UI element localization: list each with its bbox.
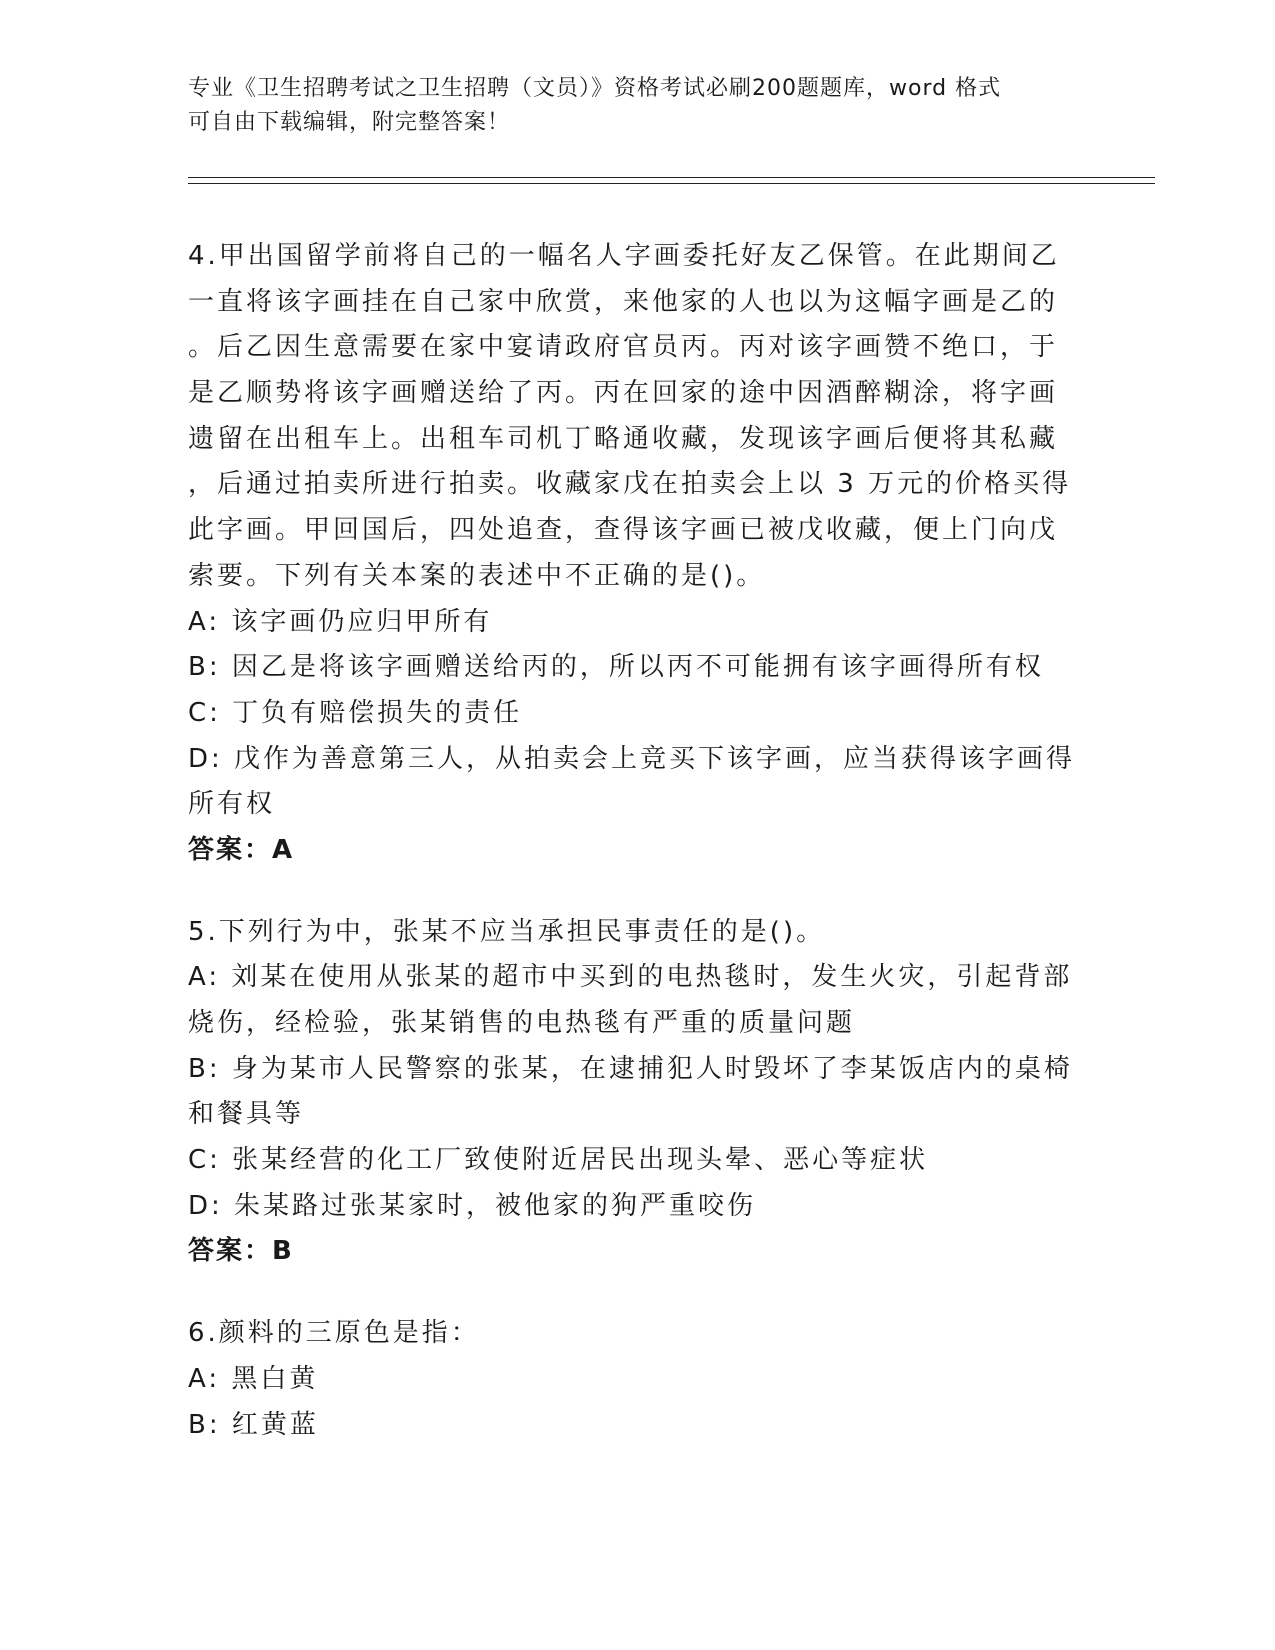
question-4: [188, 234, 1088, 874]
question-stem-line: 遗留在出租车上。出租车司机丁略通收藏，发现该字画后便将其私藏: [188, 423, 1059, 454]
option-d: D: 朱某路过张某家时，被他家的狗严重咬伤: [188, 1190, 757, 1221]
header-line-2: 可自由下载编辑，附完整答案！: [188, 110, 511, 135]
option-d-continued: 所有权: [188, 789, 276, 820]
option-b: B: 因乙是将该字画赠送给丙的，所以丙不可能拥有该字画得所有权: [188, 652, 1044, 683]
option-c: C: 丁负有赔偿损失的责任: [188, 697, 523, 728]
question-5: [188, 910, 1088, 1276]
option-a-continued: 烧伤，经检验，张某销售的电热毯有严重的质量问题: [188, 1008, 856, 1038]
question-stem-line: 一直将该字画挂在自己家中欣赏，来他家的人也以为这幅字画是乙的: [188, 286, 1059, 317]
question-6: [188, 1311, 1088, 1448]
question-stem-line: 。后乙因生意需要在家中宴请政府官员丙。丙对该字画赞不绝口，于: [188, 332, 1059, 363]
header-rule-bottom: [188, 183, 1155, 184]
question-stem-line: 6.颜料的三原色是指：: [188, 1318, 480, 1349]
option-a: A: 该字画仍应归甲所有: [188, 606, 493, 637]
page-header: [188, 72, 1088, 140]
option-c: C: 张某经营的化工厂致使附近居民出现头晕、恶心等症状: [188, 1145, 929, 1176]
question-stem-line: 此字画。甲回国后，四处追查，查得该字画已被戊收藏，便上门向戊: [188, 515, 1059, 546]
question-list: [188, 234, 1088, 1484]
question-stem-line: 5.下列行为中，张某不应当承担民事责任的是()。: [188, 916, 826, 947]
option-b-continued: 和餐具等: [188, 1099, 305, 1130]
question-stem-line: 是乙顺势将该字画赠送给了丙。丙在回家的途中因酒醉糊涂，将字画: [188, 378, 1059, 409]
answer-label: 答案：B: [188, 1236, 294, 1267]
option-a: A: 黑白黄: [188, 1363, 319, 1394]
option-a: A: 刘某在使用从张某的超市中买到的电热毯时，发生火灾，引起背部: [188, 962, 1073, 993]
option-b: B: 身为某市人民警察的张某，在逮捕犯人时毁坏了李某饭店内的桌椅: [188, 1053, 1073, 1084]
answer-label: 答案：A: [188, 834, 295, 865]
question-stem-line: 索要。下列有关本案的表述中不正确的是()。: [188, 560, 766, 591]
header-rule-top: [188, 177, 1155, 178]
question-stem-line: ，后通过拍卖所进行拍卖。收藏家戊在拍卖会上以 3 万元的价格买得: [188, 469, 1072, 500]
option-b: B: 红黄蓝: [188, 1409, 319, 1440]
question-stem-line: 4.甲出国留学前将自己的一幅名人字画委托好友乙保管。在此期间乙: [188, 241, 1060, 271]
option-d: D: 戊作为善意第三人，从拍卖会上竞买下该字画，应当获得该字画得: [188, 743, 1076, 774]
header-line-1: 专业《卫生招聘考试之卫生招聘（文员）》资格考试必刷200题题库，word 格式: [188, 76, 1002, 101]
